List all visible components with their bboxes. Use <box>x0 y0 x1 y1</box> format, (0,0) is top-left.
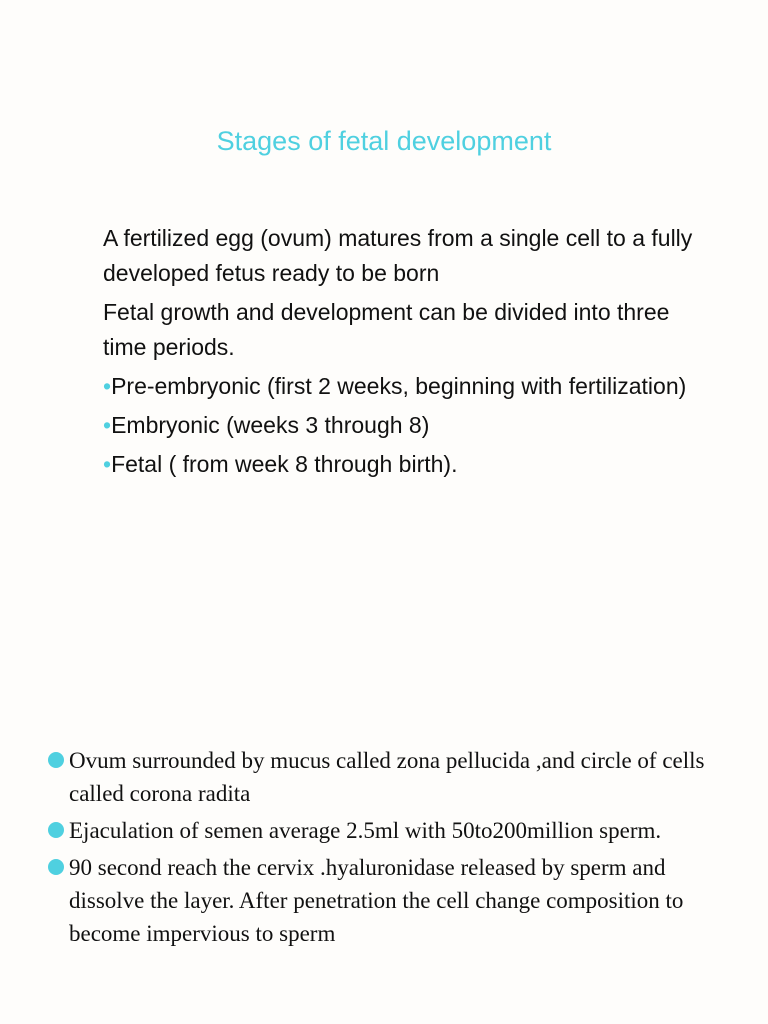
bullet-dot-icon: • <box>103 451 112 477</box>
intro-paragraph-1: A fertilized egg (ovum) matures from a single cell to a fully developed fetus ready to be born <box>103 225 693 286</box>
list-item-text: 90 second reach the cervix .hyaluronidase released by sperm and dissolve the layer. After penetration the cell change composition to become impervious to sperm <box>69 855 684 946</box>
period-text: Embryonic (weeks 3 through 8) <box>111 412 430 438</box>
slide-title: Stages of fetal development <box>216 126 552 156</box>
period-text: Fetal ( from week 8 through birth). <box>111 451 458 477</box>
period-item <box>103 369 703 404</box>
intro-section <box>103 221 703 486</box>
list-item <box>48 851 738 950</box>
list-item-text: Ejaculation of semen average 2.5ml with 50to200million sperm. <box>69 818 662 843</box>
bullet-circle-icon <box>48 752 64 768</box>
period-text: Pre-embryonic (first 2 weeks, beginning with fertilization) <box>111 373 687 399</box>
list-item-text: Ovum surrounded by mucus called zona pellucida ,and circle of cells called corona radita <box>69 748 705 806</box>
bullet-circle-icon <box>48 822 64 838</box>
key-points-list <box>48 744 738 954</box>
bullet-circle-icon <box>48 859 64 875</box>
list-item <box>48 814 738 847</box>
period-item <box>103 447 703 482</box>
period-item <box>103 408 703 443</box>
list-item <box>48 744 738 810</box>
intro-paragraph-2: Fetal growth and development can be divided into three time periods. <box>103 299 670 360</box>
bullet-dot-icon: • <box>103 373 112 399</box>
bullet-dot-icon: • <box>103 412 112 438</box>
